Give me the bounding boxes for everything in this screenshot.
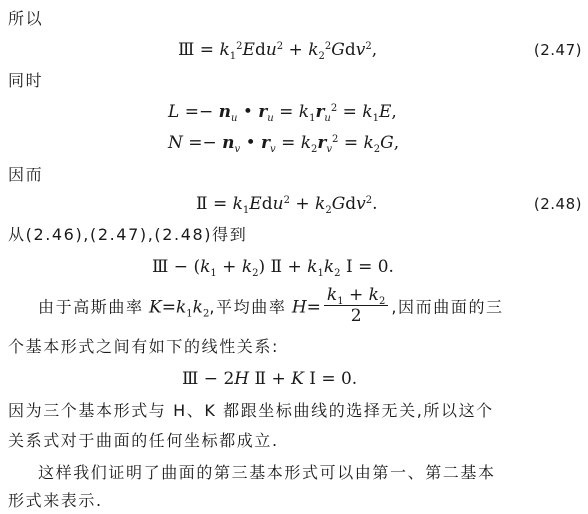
equation-L: $L =- n_u$ • $r_u = k_1r_u^2 = k_1E$, xyxy=(168,102,397,124)
equation-final: Ⅲ − 2H Ⅱ + K Ⅰ = 0. xyxy=(182,369,358,389)
para-label-suoyi: 所以 xyxy=(8,9,44,28)
equation-number: (2.47) xyxy=(533,41,582,59)
para-independence-2: 关系式对于曲面的任何坐标都成立. xyxy=(8,431,279,450)
equation-N: $N =- n_v$ • $r_v = k_2r_v^2 = k_2G$, xyxy=(168,133,400,155)
equation-relation: Ⅲ − $(k_1 + k_2)$ Ⅱ + $k_1k_2$ Ⅰ = 0. xyxy=(152,257,394,279)
para-derive: 从(2.46),(2.47),(2.48)得到 xyxy=(8,225,248,244)
para-label-yiner: 因而 xyxy=(8,165,44,184)
para-curvature: 由于高斯曲率 $K=k_1k_2$,平均曲率 H= $\frac{k_1 + k_2}{2}$ ,因而曲面的三 xyxy=(38,285,504,326)
para-linear-relation: 个基本形式之间有如下的线性关系: xyxy=(8,337,279,356)
equation-2-47: Ⅲ = $k_1^2Edu^2 + k_2^2Gdv^2$, xyxy=(178,40,378,62)
para-conclusion-2: 形式来表示. xyxy=(8,491,103,510)
equation-2-48: Ⅱ = $k_1Edu^2 + k_2Gdv^2$. xyxy=(196,194,378,216)
para-label-tongshi: 同时 xyxy=(8,71,44,90)
para-conclusion-1: 这样我们证明了曲面的第三基本形式可以由第一、第二基本 xyxy=(38,463,496,482)
para-independence-1: 因为三个基本形式与 H、K 都跟坐标曲线的选择无关,所以这个 xyxy=(8,401,494,420)
equation-number: (2.48) xyxy=(533,195,582,213)
mean-curvature-fraction: $\frac{k_1 + k_2}{2}$ xyxy=(324,286,388,326)
